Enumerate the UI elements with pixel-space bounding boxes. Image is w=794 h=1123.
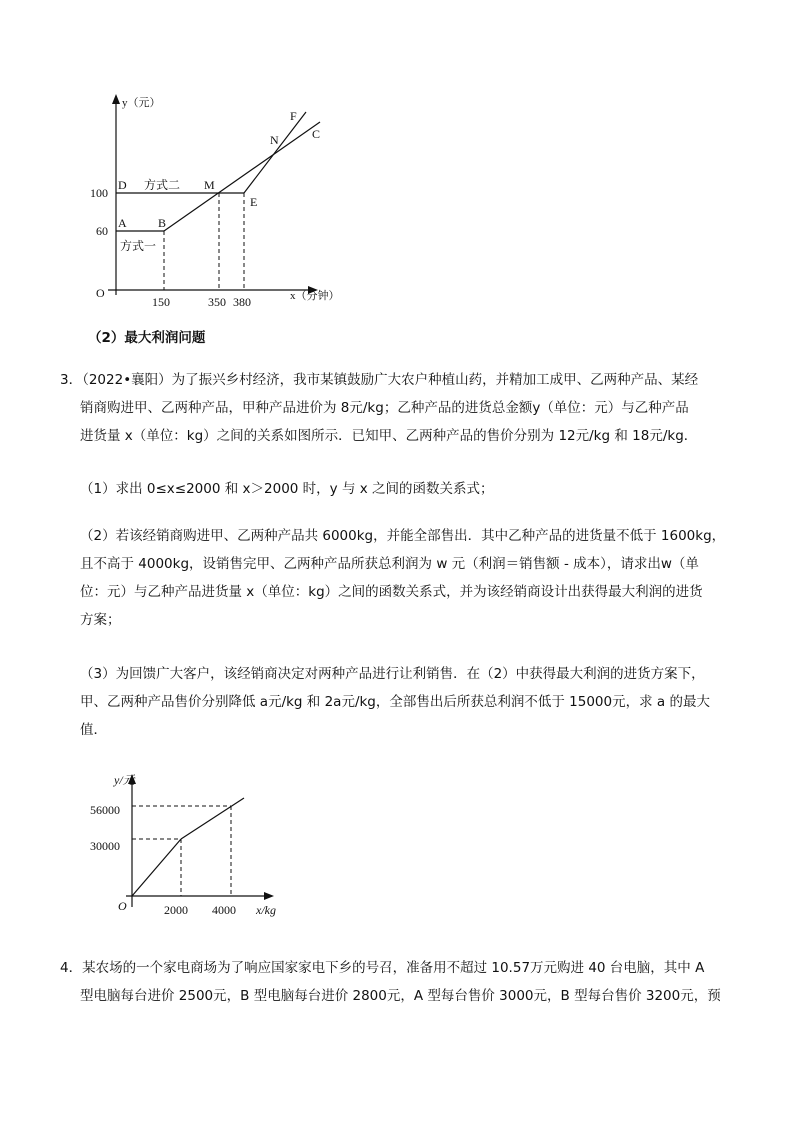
q3-line-2: 销商购进甲、乙两种产品，甲种产品进价为 8元/kg；乙种产品的进货总金额y（单位：元）与乙种产品 [80, 400, 689, 416]
x-tick-4000: 4000 [212, 903, 236, 917]
q4-stem [60, 954, 750, 1010]
x-tick-380: 380 [233, 295, 251, 307]
x-tick-350: 350 [208, 295, 226, 307]
q4-line-1: 4．某农场的一个家电商场为了响应国家家电下乡的号召，准备用不超过 10.57万元购进 40 台电脑，其中 A [60, 960, 705, 976]
q3-part1-line: （1）求出 0≤x≤2000 和 x＞2000 时，y 与 x 之间的函数关系式； [80, 481, 494, 497]
section-title: （2）最大利润问题 [88, 330, 206, 346]
point-e: E [250, 195, 258, 209]
q3-stem [60, 366, 750, 450]
q3-line-3: 进货量 x（单位：kg）之间的关系如图所示．已知甲、乙两种产品的售价分别为 12元/kg 和 18元/kg． [80, 428, 698, 444]
q4-line-2: 型电脑每台进价 2500元，B 型电脑每台进价 2800元，A 型每台售价 3000元，B 型每台售价 3200元，预 [80, 988, 721, 1004]
origin-label: O [118, 899, 127, 913]
purchase-graph [90, 772, 300, 937]
x-axis-arrow [264, 892, 274, 900]
q3-part2-line-3: 位：元）与乙种产品进货量 x（单位：kg）之间的函数关系式，并为该经销商设计出获得最大利润的进货 [80, 584, 703, 600]
y-tick-30000: 30000 [90, 839, 120, 853]
q3-part-3 [80, 660, 740, 744]
q3-part2-line-1: （2）若该经销商购进甲、乙两种产品共 6000kg，并能全部售出．其中乙种产品的进货量不低于 1600kg， [80, 528, 726, 544]
point-f: F [290, 109, 297, 123]
y-tick-56000: 56000 [90, 803, 120, 817]
q3-part-2 [80, 522, 740, 634]
segment-ef [244, 112, 306, 193]
point-m: M [204, 178, 215, 192]
method-one-label: 方式一 [120, 239, 157, 253]
x-axis-label: x（分钟） [290, 290, 340, 302]
y-axis-label: y/元 [114, 773, 135, 787]
segment-bc [164, 122, 320, 231]
q3-part3-line-2: 甲、乙两种产品售价分别降低 a元/kg 和 2a元/kg，全部售出后所获总利润不低于 15000元，求 a 的最大 [80, 694, 710, 710]
origin-label: O [96, 286, 105, 300]
q3-part2-line-2: 且不高于 4000kg，设销售完甲、乙两种产品所获总利润为 w 元（利润＝销售额 - 成本），请求出w（单 [80, 556, 699, 572]
segment-oa [132, 839, 181, 896]
x-tick-2000: 2000 [164, 903, 188, 917]
point-n: N [270, 133, 279, 147]
method-two-label: 方式二 [144, 178, 181, 192]
q3-part-1 [80, 475, 740, 503]
point-d: D [118, 178, 127, 192]
q3-part2-line-4: 方案； [80, 612, 121, 628]
y-tick-60: 60 [96, 224, 108, 238]
x-tick-150: 150 [152, 295, 170, 307]
q3-part3-line-3: 值． [80, 722, 107, 738]
y-axis-arrow [112, 94, 120, 104]
tariff-graph [80, 92, 340, 307]
q3-line-1: 3．（2022•襄阳）为了振兴乡村经济，我市某镇鼓励广大农户种植山药，并精加工成甲、乙两种产品、某经 [60, 372, 699, 388]
q3-part3-line-1: （3）为回馈广大客户，该经销商决定对两种产品进行让利销售．在（2）中获得最大利润的进货方案下， [80, 666, 705, 682]
point-b: B [158, 216, 167, 230]
y-tick-100: 100 [90, 186, 108, 200]
point-a: A [118, 216, 127, 230]
segment-ab [181, 798, 244, 839]
x-axis-label: x/kg [256, 903, 276, 917]
point-c: C [312, 127, 321, 141]
y-axis-label: y（元） [122, 97, 161, 109]
